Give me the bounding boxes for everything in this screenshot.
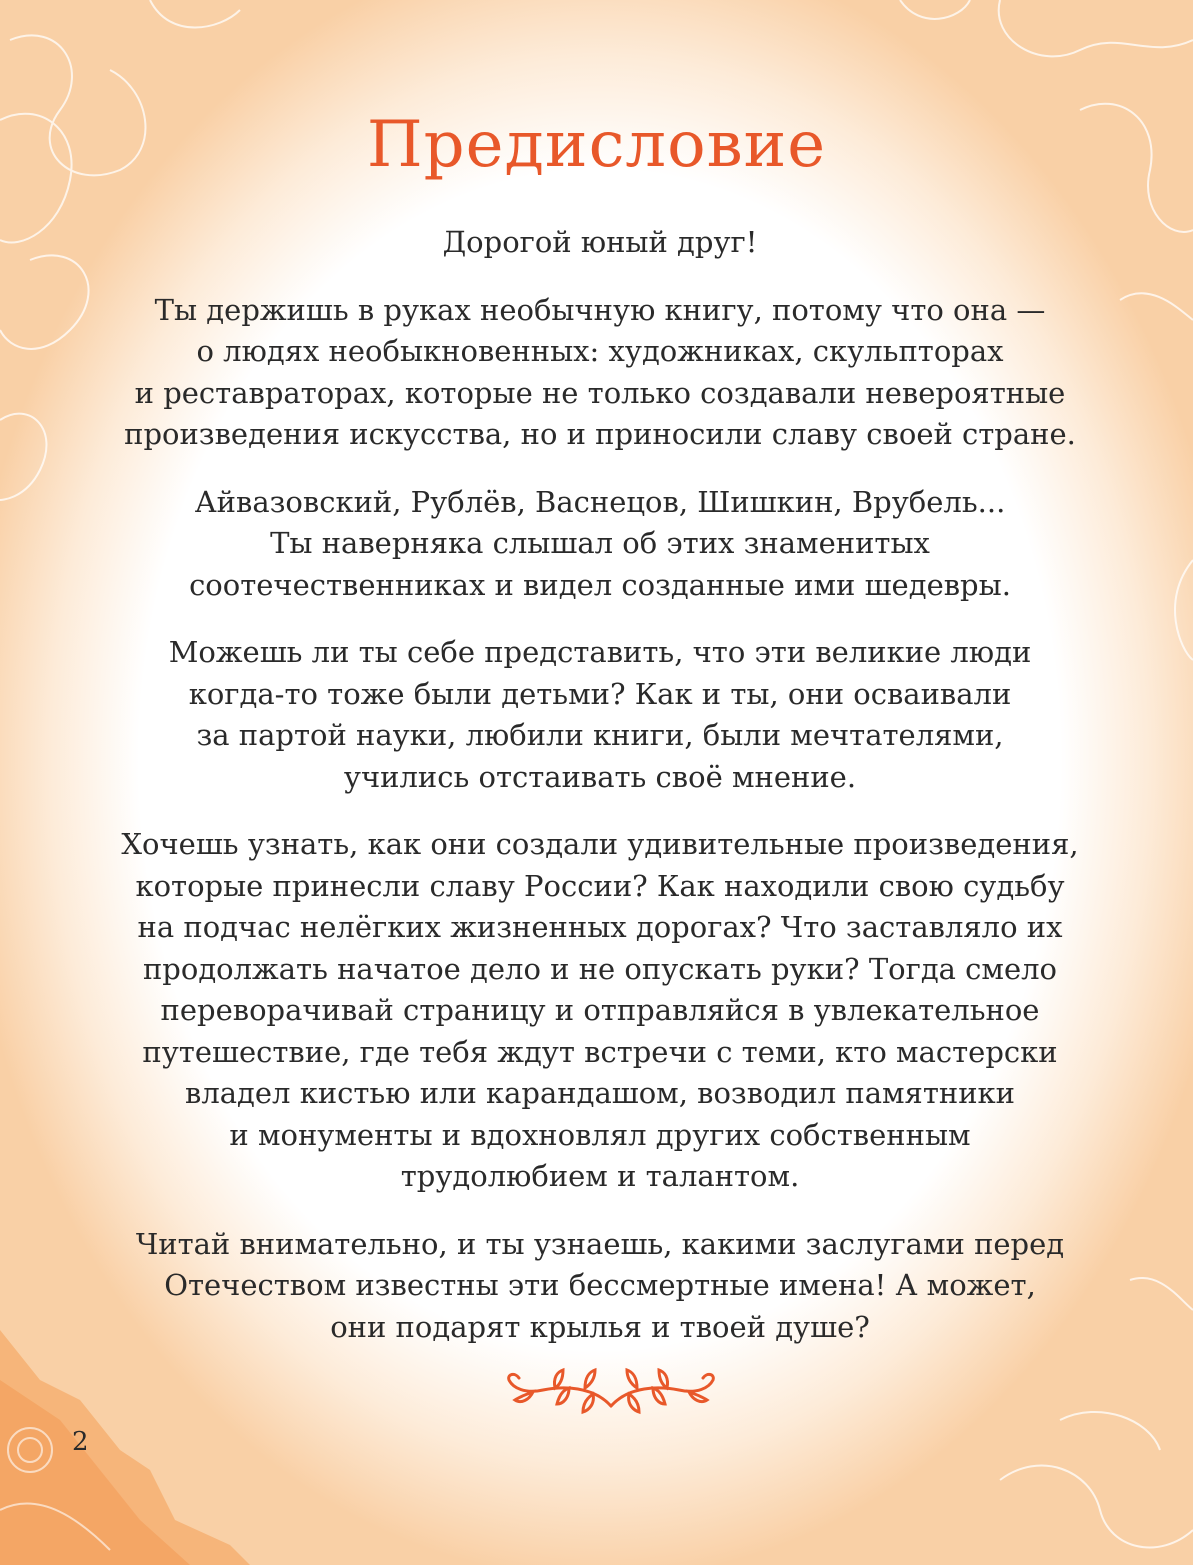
foreword-text — [100, 222, 1100, 1374]
text-line: Ты держишь в руках необычную книгу, потому что она — — [154, 292, 1046, 327]
paragraph — [100, 1224, 1100, 1349]
paragraph — [100, 824, 1100, 1198]
text-line: учились отстаивать своё мнение. — [343, 759, 857, 794]
paragraph — [100, 290, 1100, 456]
paragraph — [100, 632, 1100, 798]
text-line: которые принесли славу России? Как находили свою судьбу — [135, 868, 1065, 903]
paragraph — [100, 222, 1100, 264]
text-line: когда-то тоже были детьми? Как и ты, они осваивали — [188, 676, 1012, 711]
text-line: Айвазовский, Рублёв, Васнецов, Шишкин, Врубель... — [194, 484, 1006, 519]
text-line: путешествие, где тебя ждут встречи с теми, кто мастерски — [142, 1034, 1058, 1069]
text-line: за партой науки, любили книги, были мечтателями, — [196, 718, 1004, 752]
page-number: 2 — [72, 1427, 89, 1457]
text-line: Отечеством известны эти бессмертные имена! А может, — [164, 1268, 1036, 1302]
page-title: Предисловие — [366, 108, 827, 182]
text-line: владел кистью или карандашом, возводил памятники — [185, 1076, 1015, 1110]
text-line: они подарят крылья и твоей душе? — [330, 1309, 870, 1344]
text-line: произведения искусства, но и приносили славу своей стране. — [124, 417, 1076, 451]
text-line: Читай внимательно, и ты узнаешь, какими заслугами перед — [135, 1226, 1065, 1261]
text-line: и монументы и вдохновлял других собственным — [229, 1117, 971, 1152]
text-line: на подчас нелёгких жизненных дорогах? Что заставляло их — [137, 910, 1063, 944]
leaf-vine-divider-icon — [503, 1366, 719, 1416]
paragraph — [100, 482, 1100, 607]
text-line: о людях необыкновенных: художниках, скульпторах — [196, 334, 1004, 368]
text-line: Дорогой юный друг! — [442, 225, 758, 259]
text-line: Хочешь узнать, как они создали удивительные произведения, — [121, 827, 1079, 861]
text-line: переворачивай страницу и отправляйся в увлекательное — [160, 993, 1040, 1027]
text-line: трудолюбием и талантом. — [400, 1159, 800, 1193]
text-line: Ты наверняка слышал об этих знаменитых — [270, 526, 930, 560]
text-line: продолжать начатое дело и не опускать руки? Тогда смело — [142, 951, 1058, 986]
text-line: и реставраторах, которые не только создавали невероятные — [134, 375, 1066, 410]
text-line: Можешь ли ты себе представить, что эти великие люди — [168, 635, 1032, 669]
text-line: соотечественниках и видел созданные ими шедевры. — [189, 567, 1011, 602]
